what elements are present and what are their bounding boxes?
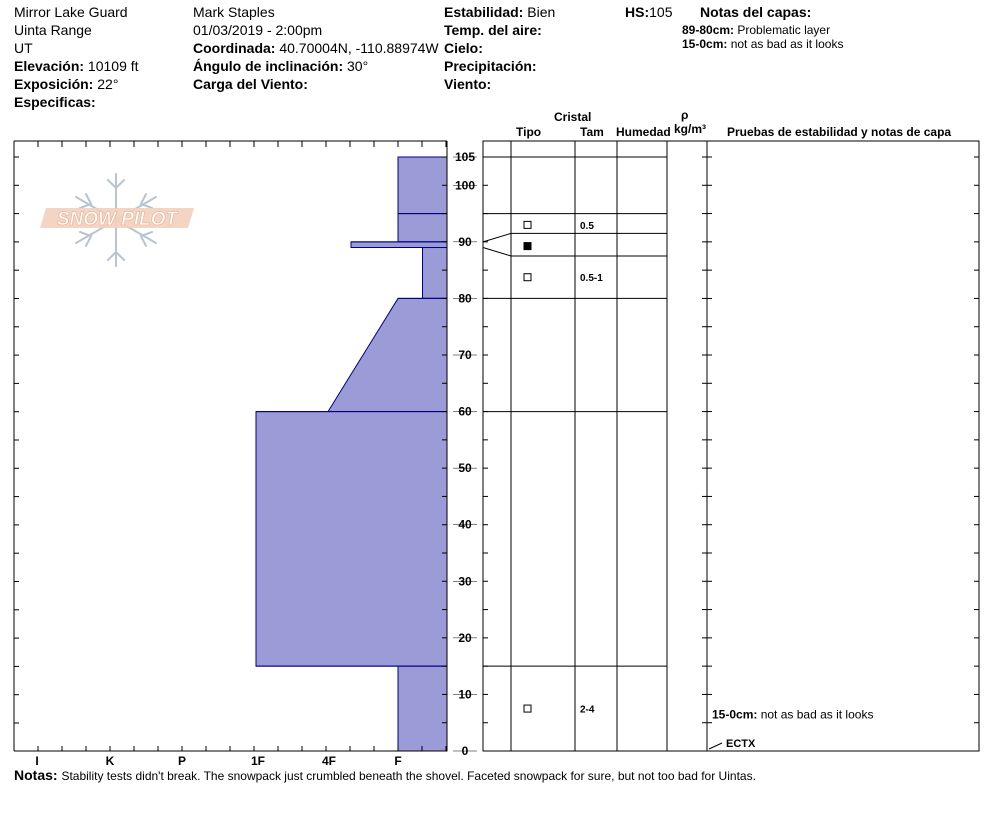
height-tick-label: 90 [458, 234, 472, 249]
grain-symbol-filled-square [524, 243, 531, 250]
hardness-bar [423, 248, 448, 299]
grain-symbol-open-square [524, 274, 531, 281]
layer-note-1-range: 89-80cm: [682, 23, 735, 37]
hardness-scale-label: I [35, 754, 39, 768]
logo-text: SNOW PILOT [56, 209, 178, 230]
type-header: Tipo [516, 125, 542, 139]
slope-label: Ángulo de inclinación: [193, 58, 344, 74]
elevation-label: Elevación: [14, 58, 85, 74]
hardness-bar [398, 214, 447, 242]
stability-note-text: not as bad as it looks [760, 707, 874, 722]
height-tick-label: 30 [458, 574, 472, 589]
layer-note-1-text: Problematic layer [737, 23, 831, 37]
location-name: Mirror Lake Guard [14, 4, 128, 20]
hardness-bar [328, 298, 447, 411]
height-tick-label: 20 [458, 630, 472, 645]
height-tick-label: 105 [454, 150, 476, 164]
layer-notes-title: Notas del capas: [700, 4, 812, 20]
rho-header: ρ [681, 108, 689, 122]
sky-label: Cielo: [444, 40, 483, 56]
size-header: Tam [580, 125, 604, 139]
layer-note-2-range: 15-0cm: [682, 37, 728, 51]
notes-text: Stability tests didn't break. The snowpack just crumbled beneath the shovel. Faceted snowpack for sure, but not too bad for Uintas. [61, 769, 756, 783]
wind-load-label: Carga del Viento: [193, 76, 308, 92]
elevation-value: 10109 ft [87, 58, 139, 74]
grain-size-label: 2-4 [580, 704, 595, 716]
air-temp-label: Temp. del aire: [444, 22, 542, 38]
height-tick-label: 40 [458, 517, 472, 532]
coordinate-label: Coordinada: [193, 40, 276, 56]
layer-table [483, 157, 873, 750]
hardness-scale-label: P [177, 754, 187, 768]
observer-name: Mark Staples [193, 4, 275, 20]
stability-note [712, 707, 873, 721]
table-row-connector [483, 248, 511, 256]
hardness-scale-label: 1F [250, 754, 266, 768]
crystal-header: Cristal [554, 110, 592, 124]
observation-datetime: 01/03/2019 - 2:00pm [193, 22, 323, 38]
ectx-pointer [709, 743, 722, 749]
grain-size-label: 0.5 [580, 220, 594, 232]
stability-test-label: ECTX [726, 738, 756, 750]
height-tick-label: 0 [461, 744, 469, 758]
hs-value: 105 [649, 4, 673, 20]
stability-tests-header: Pruebas de estabilidad y notas de capa [727, 125, 952, 139]
grain-symbol-open-square [524, 221, 531, 228]
range-name: Uinta Range [14, 22, 92, 38]
stability-value: Bien [527, 4, 556, 20]
notes-row [14, 766, 756, 784]
hardness-scale-label: F [394, 754, 402, 768]
table-frame [483, 141, 979, 751]
snow-pilot-logo [40, 170, 200, 270]
hardness-bar [351, 242, 447, 248]
state-name: UT [14, 40, 33, 56]
exposure-value: 22° [97, 76, 119, 92]
precip-label: Precipitación: [444, 58, 537, 74]
grain-size-label: 0.5-1 [580, 273, 603, 285]
humidity-header: Humedad [616, 125, 671, 139]
hardness-bar [398, 666, 447, 751]
stability-note-range: 15-0cm: [712, 707, 761, 722]
notes-label: Notas: [14, 767, 58, 783]
coordinate-value: 40.70004N, -110.88974W [279, 40, 439, 56]
grain-symbol-open-square [524, 705, 531, 712]
height-tick-label: 10 [458, 687, 472, 702]
height-tick-label: 100 [454, 178, 476, 193]
slope-value: 30° [347, 58, 369, 74]
hardness-bar [398, 157, 447, 214]
density-unit-header: kg/m³ [674, 122, 707, 136]
hs-label: HS: [625, 4, 650, 20]
stability-label: Estabilidad: [444, 4, 524, 20]
wind-label: Viento: [444, 76, 492, 92]
hardness-scale-label: 4F [321, 754, 337, 768]
hardness-scale-label: K [105, 754, 115, 768]
height-tick-label: 80 [458, 291, 472, 306]
height-tick-label: 50 [458, 461, 472, 476]
layer-note-2-text: not as bad as it looks [730, 37, 844, 51]
hardness-bar [256, 412, 447, 667]
specifics-label: Especificas: [14, 94, 96, 110]
exposure-label: Exposición: [14, 76, 94, 92]
height-tick-label: 70 [458, 348, 472, 362]
height-tick-label: 60 [458, 404, 472, 419]
hardness-profile [256, 157, 447, 751]
table-row-connector [483, 233, 511, 241]
